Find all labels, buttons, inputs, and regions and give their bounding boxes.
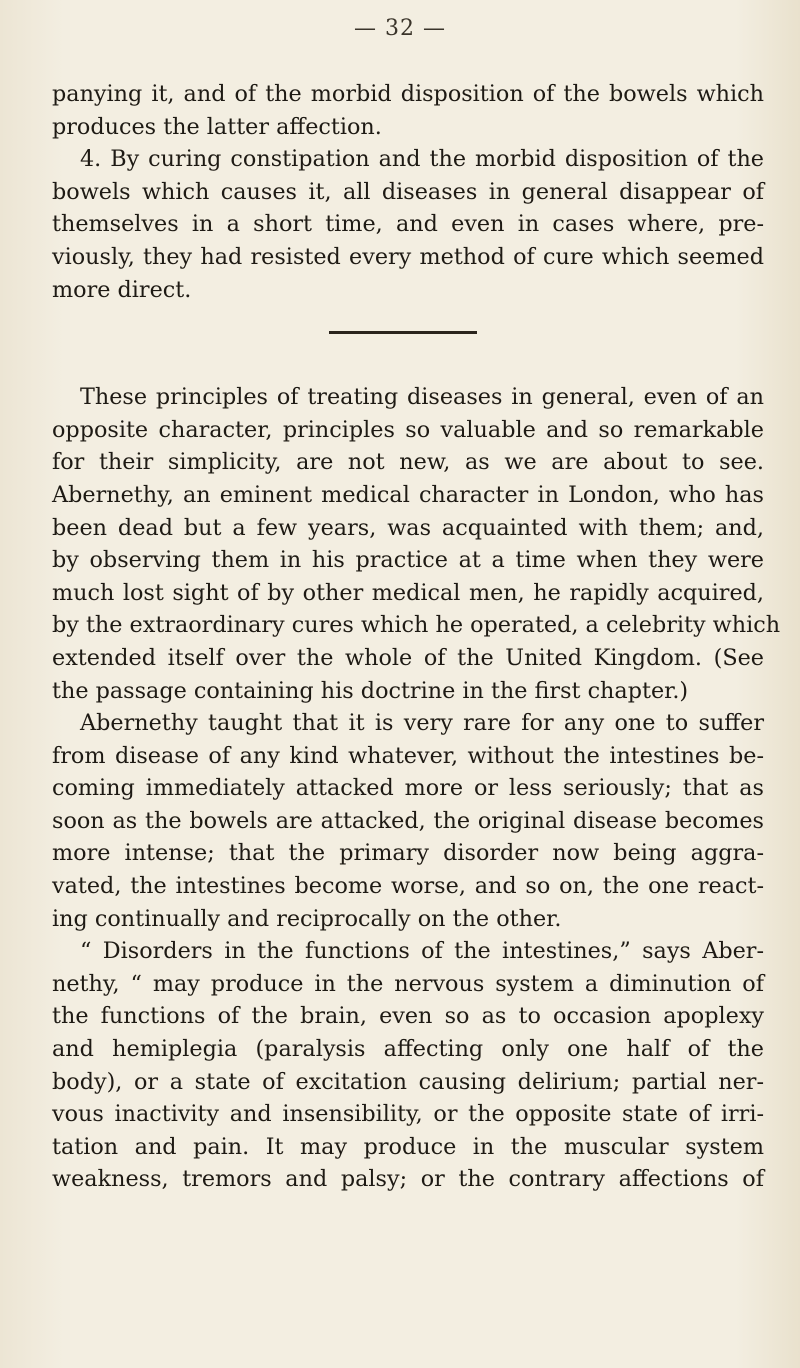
text-line: from disease of any kind whatever, without the intestines be-	[52, 742, 764, 769]
text-line: produces the latter affection.	[52, 113, 382, 140]
text-line: by observing them in his practice at a time when they were	[52, 547, 764, 574]
text-line: panying it, and of the morbid disposition of the bowels which	[52, 81, 764, 107]
text-line: more direct.	[52, 276, 192, 303]
paragraph-4	[52, 707, 764, 935]
text-line: Abernethy, an eminent medical character in London, who has	[52, 481, 764, 508]
text-line: for their simplicity, are not new, as we are about to see.	[52, 449, 764, 476]
text-line: bowels which causes it, all diseases in general disappear of	[52, 178, 764, 205]
paragraph-5	[52, 935, 764, 1196]
text-line: Abernethy taught that it is very rare for any one to suffer	[80, 710, 764, 737]
text-line: body), or a state of excitation causing delirium; partial ner-	[52, 1068, 764, 1095]
text-line: coming immediately attacked more or less seriously; that as	[52, 775, 764, 802]
paragraph-2	[52, 143, 764, 306]
text-line: nethy, “ may produce in the nervous system a diminution of	[52, 970, 764, 997]
text-line: vous inactivity and insensibility, or the opposite state of irri-	[52, 1101, 764, 1128]
text-line: extended itself over the whole of the United Kingdom. (See	[52, 644, 764, 671]
text-line: by the extraordinary cures which he operated, a celebrity which	[52, 612, 781, 639]
paragraph-3	[52, 381, 781, 707]
text-line: vated, the intestines become worse, and so on, the one react-	[52, 873, 764, 900]
text-line: themselves in a short time, and even in cases where, pre-	[52, 211, 764, 238]
text-line: much lost sight of by other medical men, he rapidly acquired,	[52, 579, 764, 606]
body-text	[52, 78, 781, 1196]
horizontal-rule	[329, 331, 477, 334]
text-line: weakness, tremors and palsy; or the contrary affections of	[52, 1166, 764, 1193]
text-line: and hemiplegia (paralysis affecting only one half of the	[52, 1036, 764, 1063]
text-line: tation and pain. It may produce in the muscular system	[52, 1133, 764, 1160]
text-line: been dead but a few years, was acquainted with them; and,	[52, 514, 764, 541]
text-line: opposite character, principles so valuable and so remarkable	[52, 416, 764, 443]
text-line: the passage containing his doctrine in the first chapter.)	[52, 677, 689, 704]
text-line: soon as the bowels are attacked, the original disease becomes	[52, 807, 764, 834]
text-line: 4. By curing constipation and the morbid disposition of the	[80, 146, 764, 173]
text-line: viously, they had resisted every method of cure which seemed	[52, 243, 764, 270]
text-line: These principles of treating diseases in general, even of an	[80, 384, 764, 411]
section-divider	[52, 306, 764, 381]
page-number: — 32 —	[354, 16, 446, 41]
paragraph-1	[52, 78, 764, 143]
text-line: more intense; that the primary disorder now being aggra-	[52, 840, 764, 867]
text-line: the functions of the brain, even so as to occasion apoplexy	[52, 1003, 764, 1030]
text-line: ing continually and reciprocally on the other.	[52, 905, 562, 932]
text-line: “ Disorders in the functions of the intestines,” says Aber-	[80, 938, 764, 965]
